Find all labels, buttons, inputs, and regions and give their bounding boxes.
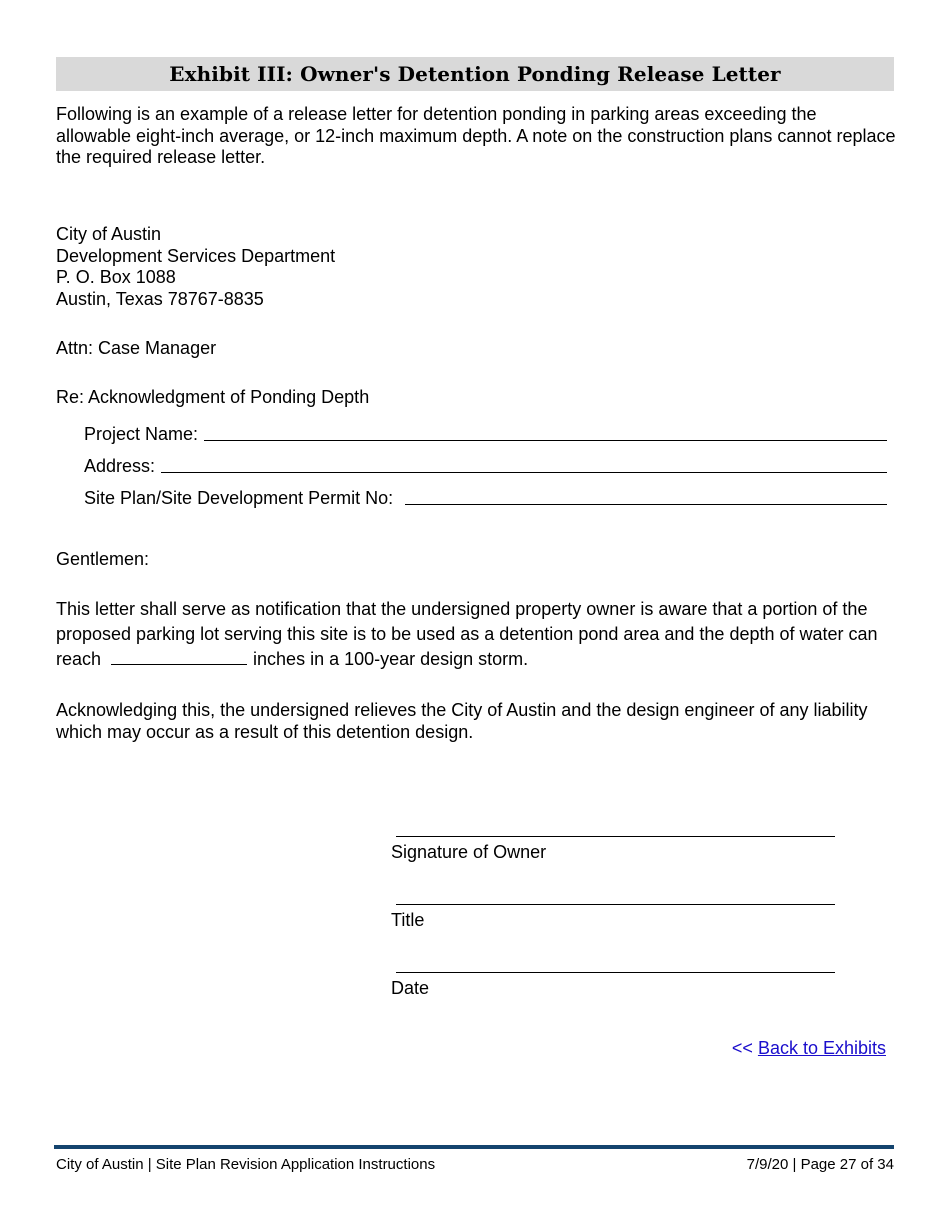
title-label: Title [391,910,425,930]
project-name-label: Project Name: [84,424,199,444]
acknowledgment-paragraph: Acknowledging this, the undersigned relieves the City of Austin and the design engineer of any liability which may occur as a result of this detention design. [56,700,868,742]
permit-number-blank[interactable] [405,489,887,505]
back-arrows: << [731,1038,753,1058]
address-line-3: P. O. Box 1088 [56,267,176,287]
permit-number-label: Site Plan/Site Development Permit No: [84,488,394,508]
project-name-field[interactable] [84,424,887,445]
address-line-4: Austin, Texas 78767-8835 [56,288,264,309]
salutation: Gentlemen: [56,549,150,569]
owner-signature-line[interactable] [396,836,835,837]
footer-page-info: 7/9/20 | Page 27 of 34 [746,1156,894,1173]
footer-document-title: City of Austin | Site Plan Revision Application Instructions [56,1156,436,1173]
attention-line: Attn: Case Manager [56,338,217,358]
permit-number-field[interactable] [84,488,887,509]
recipient-address [56,224,335,310]
back-navigation [732,1038,886,1059]
project-name-blank[interactable] [204,425,887,441]
owner-signature-label: Signature of Owner [391,842,547,862]
intro-paragraph: Following is an example of a release letter for detention ponding in parking areas exceeding the allowable eight-inch average, or 12-inch maximum depth. A note on the construction plans cannot replace the required release letter. [56,104,896,167]
address-line-1: City of Austin [56,224,162,244]
footer-divider [54,1145,894,1149]
address-line-2: Development Services Department [56,245,336,266]
back-to-exhibits-link[interactable]: Back to Exhibits [757,1038,886,1058]
address-blank[interactable] [161,457,887,473]
date-signature-line[interactable] [396,972,835,973]
title-bar [56,57,894,91]
notification-text-start: This letter shall serve as notification that the undersigned property owner is aware that a portion of the proposed parking lot serving this site is to be used as a detention pond area and the depth of water can reach [56,599,878,669]
title-signature-line[interactable] [396,904,835,905]
address-field[interactable] [84,456,887,477]
depth-inches-blank[interactable] [111,650,247,665]
notification-paragraph [56,597,886,672]
subject-line: Re: Acknowledgment of Ponding Depth [56,387,370,407]
date-label: Date [391,978,430,998]
address-label: Address: [84,456,156,476]
page-title: Exhibit III: Owner's Detention Ponding Release Letter [169,62,781,86]
notification-text-end: inches in a 100-year design storm. [253,649,529,669]
